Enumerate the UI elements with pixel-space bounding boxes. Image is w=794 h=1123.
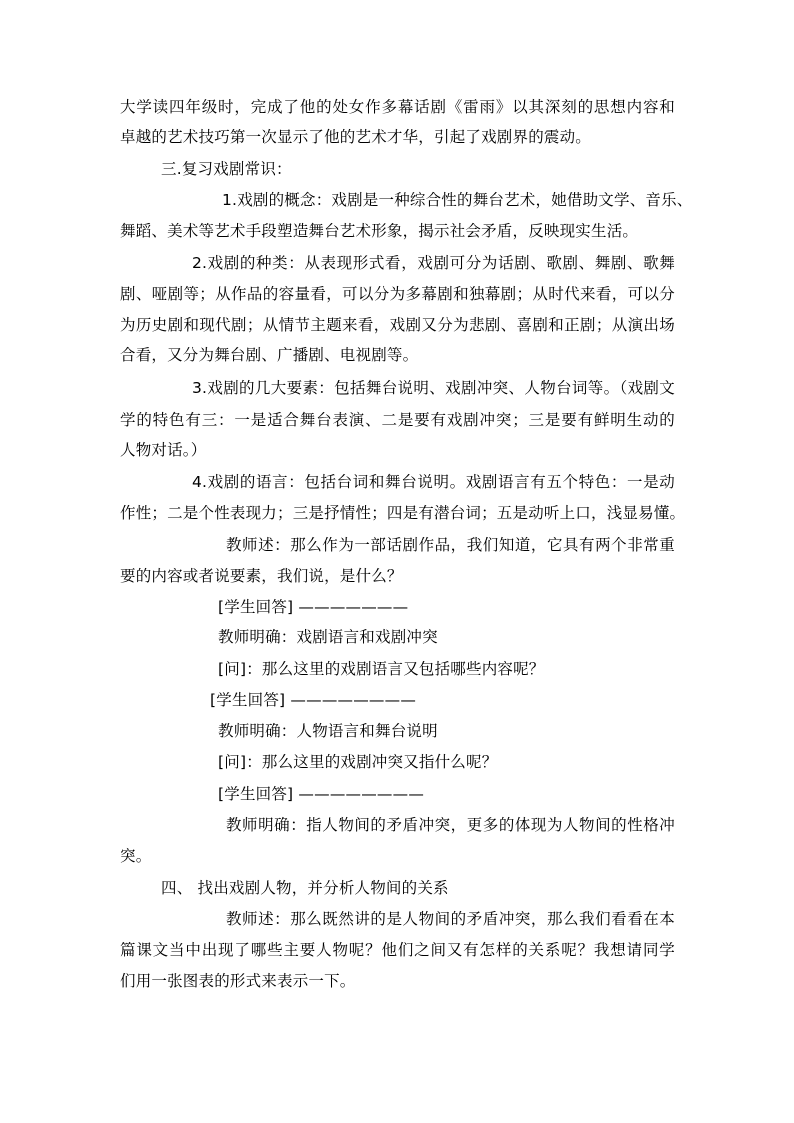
paragraph-line: 教师述：那么既然讲的是人物间的矛盾冲突，那么我们看看在本 xyxy=(226,910,675,928)
paragraph-line: 教师明确：指人物间的矛盾冲突，更多的体现为人物间的性格冲 xyxy=(226,816,675,834)
paragraph-line: 1.戏剧的概念：戏剧是一种综合性的舞台艺术，她借助文学、音乐、 xyxy=(222,191,693,209)
teacher-clarification-line: 教师明确：人物语言和舞台说明 xyxy=(218,722,438,740)
paragraph-line: 学的特色有三：一是适合舞台表演、二是要有戏剧冲突；三是要有鲜明生动的 xyxy=(120,411,675,429)
teacher-clarification-line: 教师明确：戏剧语言和戏剧冲突 xyxy=(218,628,438,646)
question-line: [问]：那么这里的戏剧语言又包括哪些内容呢？ xyxy=(218,660,545,678)
paragraph-line: 2.戏剧的种类：从表现形式看，戏剧可分为话剧、歌剧、舞剧、歌舞 xyxy=(192,254,675,272)
paragraph-line: 4.戏剧的语言：包括台词和舞台说明。戏剧语言有五个特色：一是动 xyxy=(192,473,675,491)
paragraph-line: 为历史剧和现代剧；从情节主题来看，戏剧又分为悲剧、喜剧和正剧；从演出场 xyxy=(120,316,675,334)
student-answer-line: [学生回答] ———————— xyxy=(210,691,417,709)
section-heading: 三.复习戏剧常识： xyxy=(161,160,292,178)
paragraph-line: 卓越的艺术技巧第一次显示了他的艺术才华，引起了戏剧界的震动。 xyxy=(120,128,592,146)
paragraph-line: 篇课文当中出现了哪些主要人物呢？他们之间又有怎样的关系呢？我想请同学 xyxy=(120,941,675,959)
paragraph-line: 人物对话。） xyxy=(120,441,207,459)
paragraph-line: 教师述：那么作为一部话剧作品，我们知道，它具有两个非常重 xyxy=(226,536,675,554)
paragraph-line: 突。 xyxy=(120,847,152,865)
student-answer-line: [学生回答] ——————— xyxy=(218,598,409,616)
paragraph-line: 们用一张图表的形式来表示一下。 xyxy=(120,972,356,990)
paragraph-line: 要的内容或者说要素，我们说，是什么？ xyxy=(120,567,403,585)
paragraph-line: 作性；二是个性表现力；三是抒情性；四是有潜台词；五是动听上口，浅显易懂。 xyxy=(120,504,686,522)
paragraph-line: 3.戏剧的几大要素：包括舞台说明、戏剧冲突、人物台词等。（戏剧文 xyxy=(192,379,675,397)
student-answer-line: [学生回答] ———————— xyxy=(218,785,425,803)
paragraph-line: 合看，又分为舞台剧、广播剧、电视剧等。 xyxy=(120,346,419,364)
paragraph-line: 大学读四年级时，完成了他的处女作多幕话剧《雷雨》以其深刻的思想内容和 xyxy=(120,98,675,116)
paragraph-line: 舞蹈、美术等艺术手段塑造舞台艺术形象，揭示社会矛盾，反映现实生活。 xyxy=(120,222,639,240)
question-line: [问]：那么这里的戏剧冲突又指什么呢？ xyxy=(218,753,498,771)
paragraph-line: 剧、哑剧等；从作品的容量看，可以分为多幕剧和独幕剧；从时代来看，可以分 xyxy=(120,285,675,303)
section-heading: 四、 找出戏剧人物，并分析人物间的关系 xyxy=(161,879,449,897)
